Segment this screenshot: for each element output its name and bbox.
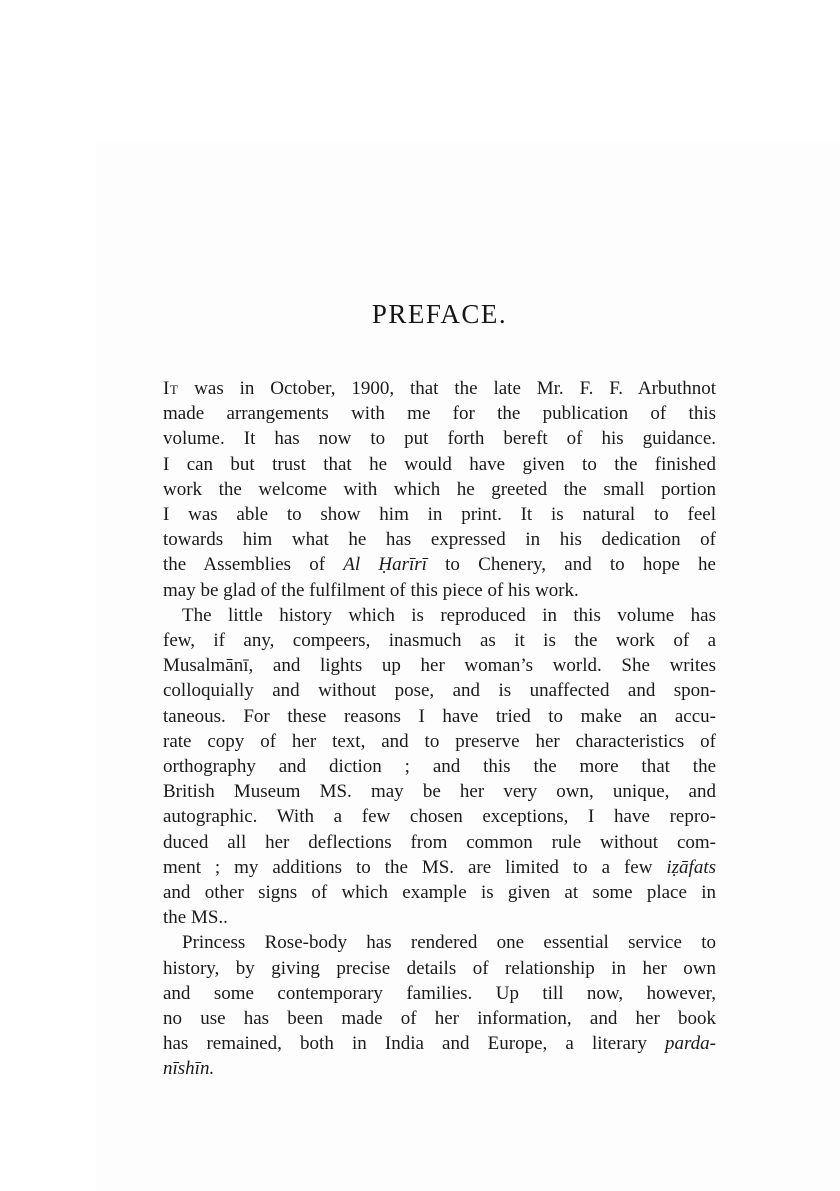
text-segment-normal: few, if any, compeers, inasmuch as it is the work of a [163, 630, 716, 652]
text-segment-normal: colloquially and without pose, and is unaffected and spon- [163, 680, 716, 702]
text-segment-normal: The little history which is reproduced in this volume has [182, 604, 716, 626]
text-line [163, 426, 716, 451]
text-line [163, 704, 716, 729]
text-line [163, 804, 716, 829]
text-line [163, 779, 716, 804]
text-segment-normal: made arrangements with me for the publication of this [163, 403, 716, 425]
text-line [163, 830, 716, 855]
text-segment-normal: orthography and diction ; and this the more that the [163, 756, 716, 778]
text-segment-normal: no use has been made of her information, and her book [163, 1008, 716, 1030]
text-segment-normal: ment ; my additions to the MS. are limited to a few [163, 856, 667, 878]
text-line [163, 603, 716, 628]
text-segment-normal: duced all her deflections from common rule without com- [163, 831, 716, 853]
text-line [163, 502, 716, 527]
text-line [163, 552, 716, 577]
text-line [163, 981, 716, 1006]
text-segment-normal: and other signs of which example is given at some place in [163, 882, 716, 904]
text-line [163, 578, 716, 603]
text-segment-normal: Princess Rose-body has rendered one essential service to [182, 932, 716, 954]
text-line [163, 376, 716, 401]
text-line [163, 527, 716, 552]
text-line [163, 855, 716, 880]
text-segment-normal: autographic. With a few chosen exceptions, I have repro- [163, 806, 716, 828]
text-segment-normal: to Chenery, and to hope he [426, 554, 716, 576]
text-line [163, 452, 716, 477]
text-segment-italic: nīshīn. [163, 1058, 215, 1080]
text-line [163, 729, 716, 754]
text-line [163, 653, 716, 678]
preface-text [163, 376, 716, 1082]
text-segment-normal: work the welcome with which he greeted the small portion [163, 478, 716, 500]
text-segment-normal: has remained, both in India and Europe, a literary [163, 1033, 665, 1055]
text-segment-normal: history, by giving precise details of relationship in her own [163, 957, 716, 979]
text-segment-normal: towards him what he has expressed in his dedication of [163, 529, 716, 551]
text-segment-italic: parda- [664, 1033, 716, 1055]
text-segment-normal: the Assemblies of [163, 554, 344, 576]
text-segment-normal: taneous. For these reasons I have tried to make an accu- [163, 705, 716, 727]
text-segment-italic: iẓāfats [666, 856, 716, 878]
text-line [163, 956, 716, 981]
text-segment-normal: Musalmānī, and lights up her woman’s world. She writes [163, 655, 716, 677]
page-title: PREFACE. [371, 299, 508, 329]
text-line [163, 401, 716, 426]
text-segment-smallcaps: It [163, 378, 179, 399]
text-line [163, 1056, 716, 1081]
text-line [163, 754, 716, 779]
text-line [163, 930, 716, 955]
text-segment-normal: volume. It has now to put forth bereft of his guidance. [163, 428, 716, 450]
text-segment-normal: was in October, 1900, that the late Mr. F. F. Arbuthnot [178, 378, 716, 399]
text-line [163, 477, 716, 502]
text-segment-normal: rate copy of her text, and to preserve her characteristics of [163, 730, 716, 752]
text-segment-normal: British Museum MS. may be her very own, unique, and [163, 781, 716, 803]
text-line [163, 678, 716, 703]
text-line [163, 1031, 716, 1056]
text-line [163, 880, 716, 905]
text-segment-normal: I was able to show him in print. It is natural to feel [163, 504, 716, 526]
text-segment-normal: may be glad of the fulfilment of this piece of his work. [163, 579, 579, 601]
text-line [163, 905, 716, 930]
text-segment-normal: I can but trust that he would have given to the finished [163, 453, 716, 475]
text-line [163, 1006, 716, 1031]
text-segment-italic: Al Ḥarīrī [343, 554, 427, 576]
text-line [163, 628, 716, 653]
text-segment-normal: and some contemporary families. Up till now, however, [163, 982, 716, 1004]
text-segment-normal: the MS.. [163, 907, 228, 929]
